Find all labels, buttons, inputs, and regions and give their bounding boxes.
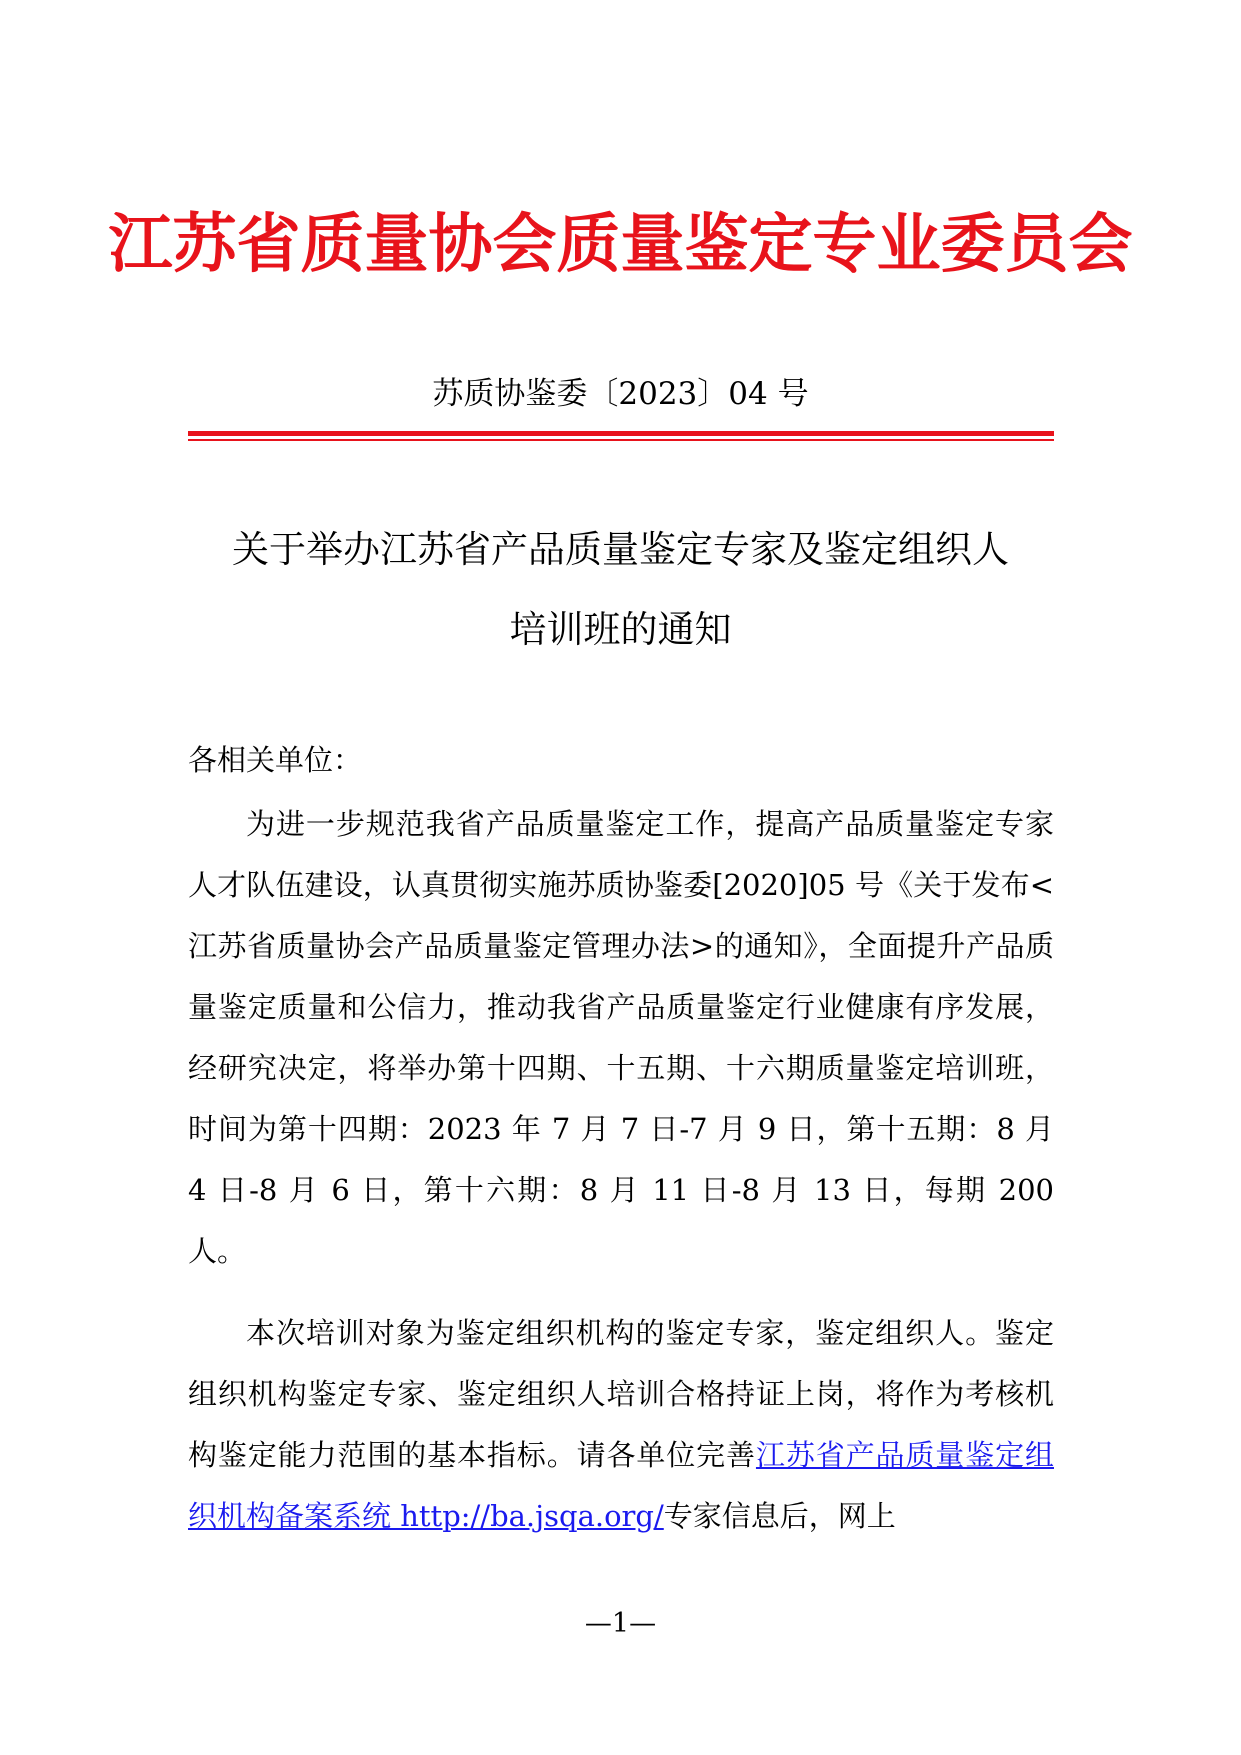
- red-divider-thick: [188, 431, 1054, 436]
- filing-system-link[interactable]: 江苏省产品质量鉴定组织机构备案系统 http://ba.jsqa.org/: [188, 1438, 1054, 1533]
- salutation: 各相关单位：: [188, 743, 363, 777]
- paragraph-2-text-before-link: 本次培训对象为鉴定组织机构的鉴定专家，鉴定组织人。鉴定组织机构鉴定专家、鉴定组织人培训合格持证上岗，将作为考核机构鉴定能力范围的基本指标。请各单位完善: [188, 1316, 1054, 1472]
- red-divider-thin: [188, 439, 1054, 441]
- page-number: —1—: [584, 1608, 657, 1639]
- body-paragraph-2: [188, 1303, 1054, 1547]
- notice-title-line-1: 关于举办江苏省产品质量鉴定专家及鉴定组织人: [232, 528, 1009, 571]
- document-number: 苏质协鉴委〔2023〕04 号: [432, 376, 809, 412]
- paragraph-2-text-after-link: 专家信息后，网上: [663, 1499, 896, 1533]
- notice-title-line-2: 培训班的通知: [509, 608, 732, 651]
- organization-title: 江苏省质量协会质量鉴定专业委员会: [108, 208, 1133, 282]
- body-paragraph-1: 为进一步规范我省产品质量鉴定工作，提高产品质量鉴定专家人才队伍建设，认真贯彻实施苏质协鉴委[2020]05 号《关于发布<江苏省质量协会产品质量鉴定管理办法>的通知》，全面提升产品质量鉴定质量和公信力，推动我省产品质量鉴定行业健康有序发展，经研究决定，将举办第十四期、十五期、十六期质量鉴定培训班，时间为第十四期：2023 年 7 月 7 日-7 月 9 日，第十五期：8 月 4 日-8 月 6 日，第十六期：8 月 11 日-8 月 13 日，每期 200 人。: [188, 807, 1054, 1268]
